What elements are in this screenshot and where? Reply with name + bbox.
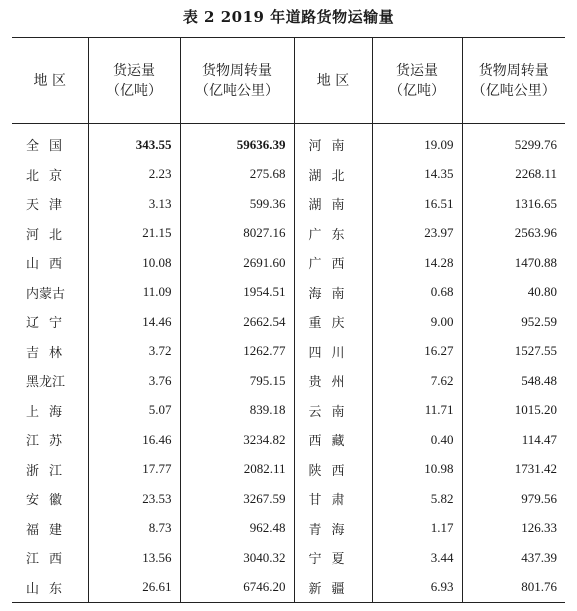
region-cell-left: 浙江	[26, 463, 73, 479]
volume-cell-left: 10.08	[88, 248, 180, 278]
volume-cell-right: 14.28	[372, 248, 462, 278]
volume-cell-left: 11.09	[88, 278, 180, 308]
region-cell-right: 新疆	[294, 573, 372, 603]
table-row	[12, 543, 565, 573]
header-turnover-unit: （亿吨公里）	[471, 82, 556, 99]
volume-cell-left: 3.72	[88, 337, 180, 367]
region-cell-right: 陕西	[294, 455, 372, 485]
volume-cell-left: 5.07	[88, 396, 180, 426]
turnover-cell-right: 40.80	[462, 278, 565, 308]
region-cell-left: 上海	[26, 404, 73, 420]
volume-cell-right: 6.93	[372, 573, 462, 603]
turnover-cell-right: 1015.20	[462, 396, 565, 426]
volume-cell-right: 10.98	[372, 455, 462, 485]
table-row	[12, 366, 565, 396]
volume-cell-right: 1.17	[372, 514, 462, 544]
region-cell-right: 甘肃	[294, 484, 372, 514]
turnover-cell-right: 5299.76	[462, 124, 565, 160]
volume-cell-right: 0.68	[372, 278, 462, 308]
table-row	[12, 396, 565, 426]
turnover-cell-left: 1954.51	[180, 278, 294, 308]
header-row	[12, 38, 565, 124]
table-row	[12, 337, 565, 367]
region-cell-left: 山西	[26, 257, 73, 273]
volume-cell-left: 3.13	[88, 189, 180, 219]
region-cell-right: 青海	[294, 514, 372, 544]
turnover-cell-right: 126.33	[462, 514, 565, 544]
volume-cell-right: 19.09	[372, 124, 462, 160]
region-cell-left: 江苏	[26, 434, 73, 450]
region-cell-left: 内蒙古	[26, 286, 66, 302]
turnover-cell-left: 8027.16	[180, 219, 294, 249]
region-cell-right: 宁夏	[294, 543, 372, 573]
volume-cell-left: 26.61	[88, 573, 180, 603]
table-row	[12, 219, 565, 249]
region-cell-left: 安徽	[26, 493, 73, 509]
table-row	[12, 248, 565, 278]
volume-cell-right: 9.00	[372, 307, 462, 337]
region-cell-right: 广西	[294, 248, 372, 278]
region-cell-right: 云南	[294, 396, 372, 426]
turnover-cell-left: 1262.77	[180, 337, 294, 367]
region-cell-left: 福建	[26, 522, 73, 538]
volume-cell-left: 14.46	[88, 307, 180, 337]
region-cell-left: 天津	[26, 198, 73, 214]
region-cell-right: 贵州	[294, 366, 372, 396]
turnover-cell-left: 2662.54	[180, 307, 294, 337]
region-cell-left: 山东	[12, 573, 88, 603]
header-region-right: 地 区	[294, 38, 372, 124]
region-cell-left: 北京	[26, 168, 73, 184]
turnover-cell-right: 952.59	[462, 307, 565, 337]
volume-cell-left: 16.46	[88, 425, 180, 455]
region-cell-right: 西藏	[294, 425, 372, 455]
turnover-cell-right: 1470.88	[462, 248, 565, 278]
header-volume-right	[372, 38, 462, 124]
header-volume-label: 货运量	[396, 62, 438, 79]
table-row	[12, 484, 565, 514]
region-cell-right: 湖北	[294, 160, 372, 190]
table-row	[12, 573, 565, 603]
turnover-cell-left: 962.48	[180, 514, 294, 544]
table-row	[12, 189, 565, 219]
volume-cell-left: 23.53	[88, 484, 180, 514]
header-region-left: 地 区	[12, 38, 88, 124]
turnover-cell-right: 1316.65	[462, 189, 565, 219]
volume-cell-right: 16.27	[372, 337, 462, 367]
region-cell-right: 四川	[294, 337, 372, 367]
turnover-cell-left: 2691.60	[180, 248, 294, 278]
volume-cell-right: 5.82	[372, 484, 462, 514]
region-cell-right: 湖南	[294, 189, 372, 219]
volume-cell-left: 2.23	[88, 160, 180, 190]
table-row	[12, 307, 565, 337]
turnover-cell-left: 599.36	[180, 189, 294, 219]
header-turnover-unit: （亿吨公里）	[195, 82, 279, 99]
region-cell-left: 黑龙江	[26, 375, 66, 391]
freight-volume-table	[12, 37, 565, 603]
turnover-cell-left: 3040.32	[180, 543, 294, 573]
header-volume-unit: （亿吨）	[106, 82, 162, 99]
volume-cell-right: 0.40	[372, 425, 462, 455]
table-title: 表 2 2019 年道路货物运输量	[182, 8, 395, 26]
volume-cell-right: 7.62	[372, 366, 462, 396]
region-cell-left: 江西	[26, 552, 73, 568]
volume-cell-left: 17.77	[88, 455, 180, 485]
header-volume-unit: （亿吨）	[389, 82, 445, 99]
turnover-cell-left: 839.18	[180, 396, 294, 426]
region-cell-right: 河南	[294, 124, 372, 160]
header-turnover-right	[462, 38, 565, 124]
turnover-cell-right: 548.48	[462, 366, 565, 396]
volume-cell-right: 11.71	[372, 396, 462, 426]
turnover-cell-left: 59636.39	[180, 124, 294, 160]
turnover-cell-left: 2082.11	[180, 455, 294, 485]
region-cell-right: 海南	[294, 278, 372, 308]
header-turnover-left	[180, 38, 294, 124]
turnover-cell-left: 6746.20	[180, 573, 294, 603]
table-row	[12, 455, 565, 485]
turnover-cell-left: 795.15	[180, 366, 294, 396]
header-volume-left	[88, 38, 180, 124]
volume-cell-left: 8.73	[88, 514, 180, 544]
region-cell-left: 河北	[26, 227, 73, 243]
turnover-cell-right: 1527.55	[462, 337, 565, 367]
region-cell-right: 重庆	[294, 307, 372, 337]
table-row	[12, 160, 565, 190]
table-row	[12, 514, 565, 544]
turnover-cell-left: 3267.59	[180, 484, 294, 514]
turnover-cell-right: 979.56	[462, 484, 565, 514]
region-cell-left: 吉林	[26, 345, 73, 361]
volume-cell-left: 21.15	[88, 219, 180, 249]
region-cell-left: 全国	[26, 139, 73, 155]
region-cell-right: 广东	[294, 219, 372, 249]
volume-cell-left: 13.56	[88, 543, 180, 573]
turnover-cell-left: 3234.82	[180, 425, 294, 455]
table-row	[12, 425, 565, 455]
region-cell-left: 辽宁	[26, 316, 73, 332]
turnover-cell-right: 1731.42	[462, 455, 565, 485]
header-turnover-label: 货物周转量	[478, 62, 549, 79]
turnover-cell-right: 2563.96	[462, 219, 565, 249]
turnover-cell-right: 437.39	[462, 543, 565, 573]
header-volume-label: 货运量	[113, 62, 155, 79]
table-row	[12, 124, 565, 160]
volume-cell-left: 3.76	[88, 366, 180, 396]
volume-cell-right: 16.51	[372, 189, 462, 219]
turnover-cell-right: 2268.11	[462, 160, 565, 190]
volume-cell-right: 14.35	[372, 160, 462, 190]
volume-cell-right: 23.97	[372, 219, 462, 249]
table-body	[12, 124, 565, 603]
turnover-cell-right: 801.76	[462, 573, 565, 603]
volume-cell-right: 3.44	[372, 543, 462, 573]
volume-cell-left: 343.55	[88, 124, 180, 160]
turnover-cell-left: 275.68	[180, 160, 294, 190]
header-turnover-label: 货物周转量	[202, 62, 272, 79]
turnover-cell-right: 114.47	[462, 425, 565, 455]
table-row	[12, 278, 565, 308]
